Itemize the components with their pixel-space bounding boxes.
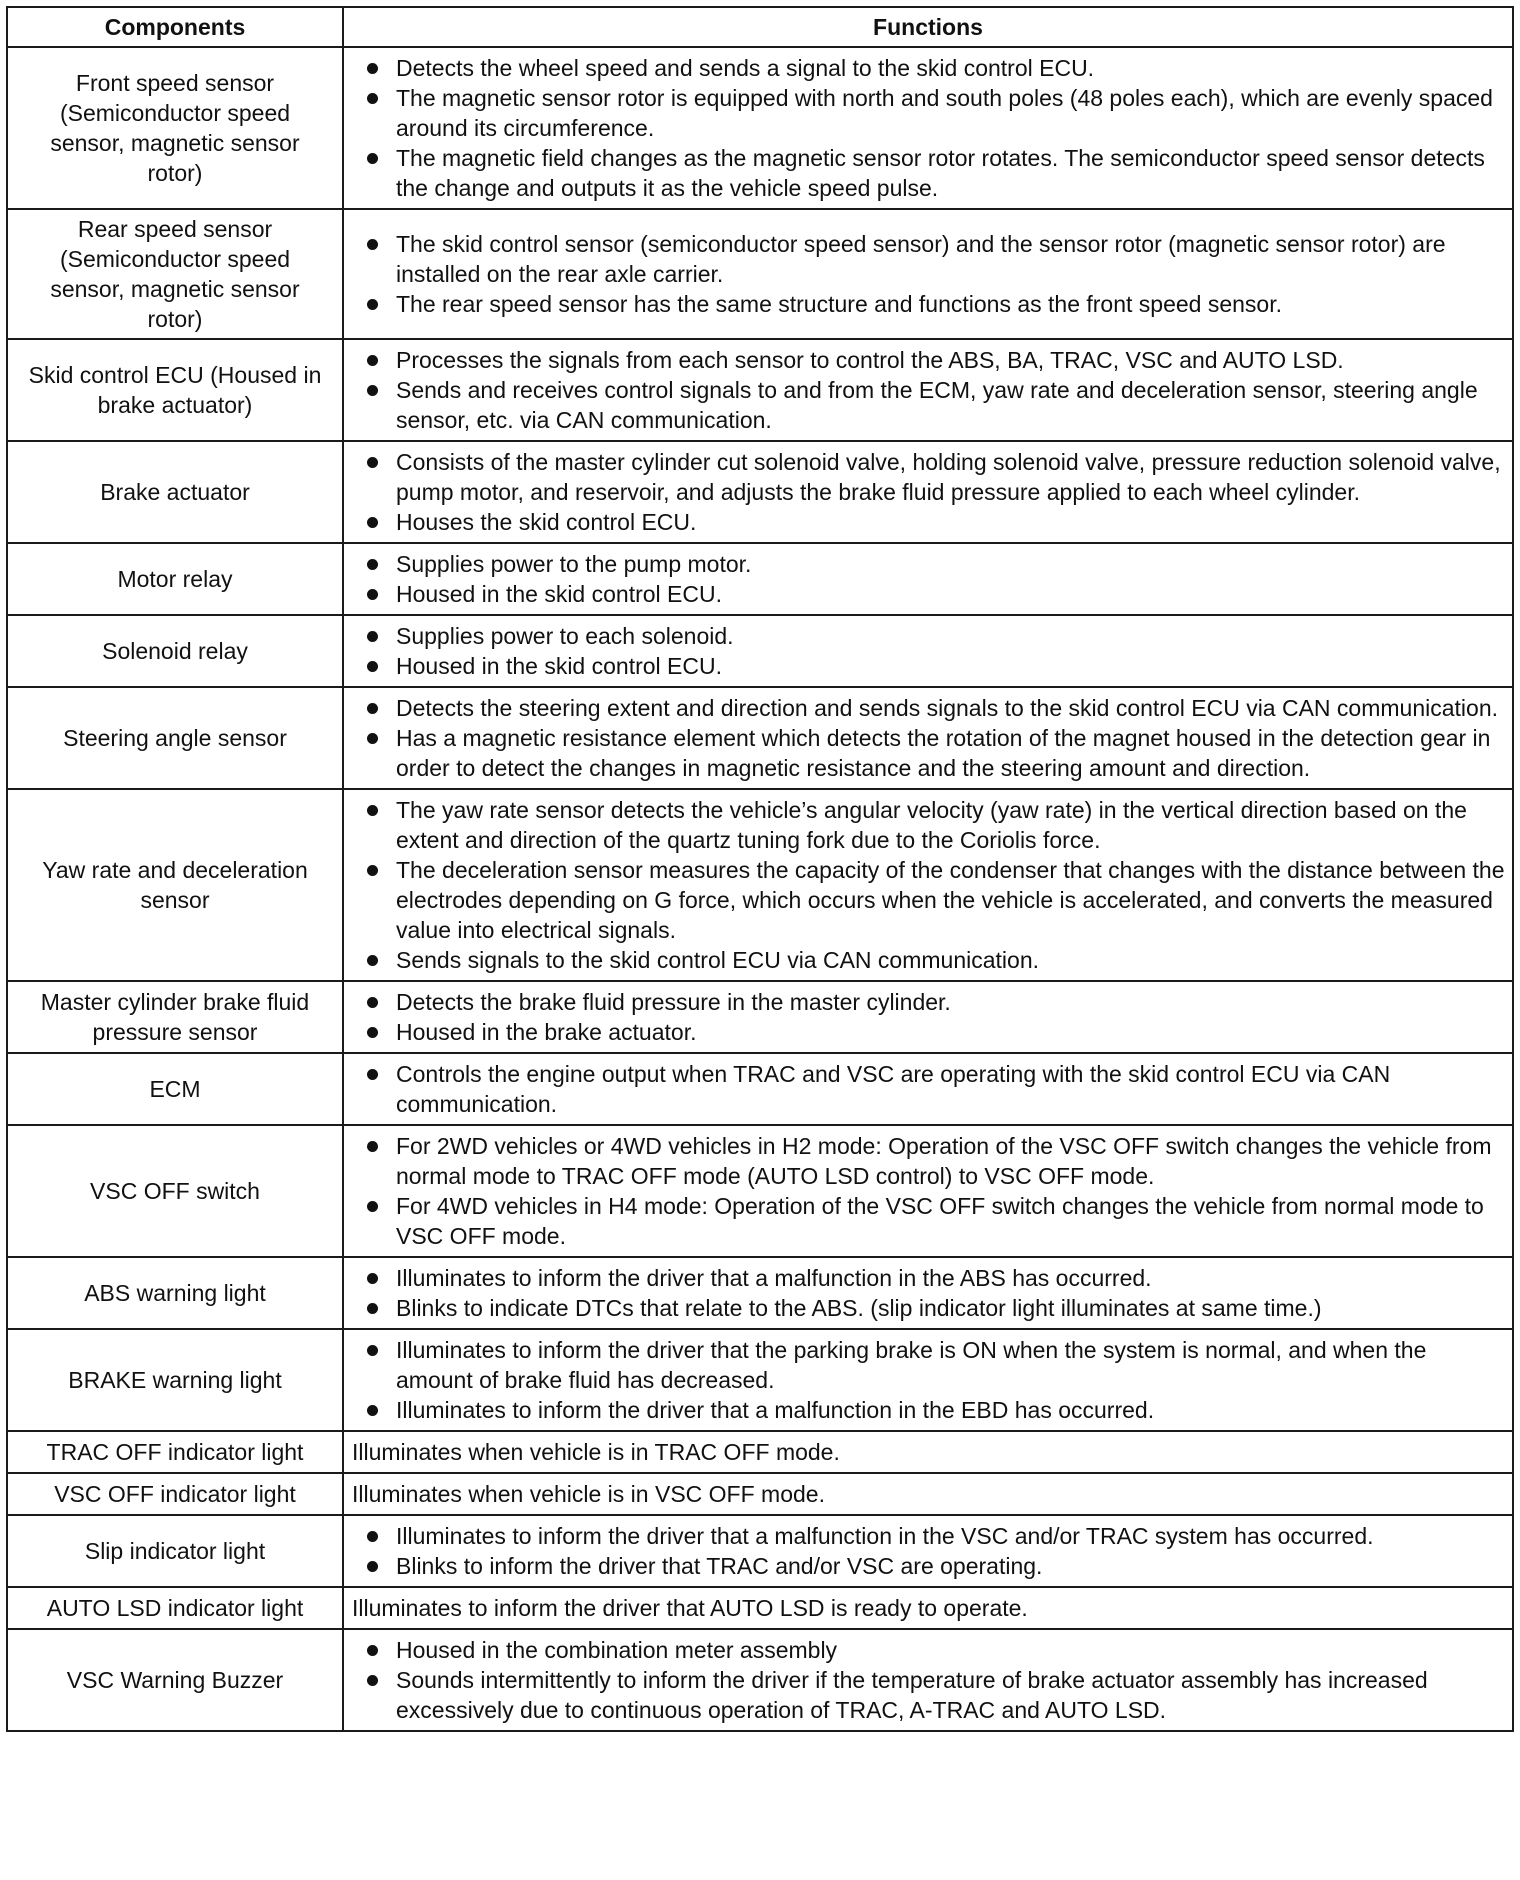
- component-name: BRAKE warning light: [7, 1329, 343, 1431]
- function-bullet-item: Housed in the combination meter assembly: [352, 1635, 1506, 1665]
- component-name: Yaw rate and deceleration sensor: [7, 789, 343, 981]
- function-bullet-list: [352, 1263, 1506, 1323]
- function-description: [343, 789, 1513, 981]
- table-row: [7, 687, 1513, 789]
- function-bullet-item: For 2WD vehicles or 4WD vehicles in H2 mode: Operation of the VSC OFF switch changes the vehicle from normal mode to TRAC OFF mode (AUTO LSD control) to VSC OFF mode.: [352, 1131, 1506, 1191]
- function-bullet-item: Consists of the master cylinder cut solenoid valve, holding solenoid valve, pressure reduction solenoid valve, pump motor, and reservoir, and adjusts the brake fluid pressure applied to each wheel cylinder.: [352, 447, 1506, 507]
- function-bullet-item: Controls the engine output when TRAC and VSC are operating with the skid control ECU via CAN communication.: [352, 1059, 1506, 1119]
- component-name: Steering angle sensor: [7, 687, 343, 789]
- table-row: [7, 47, 1513, 209]
- function-bullet-item: Supplies power to the pump motor.: [352, 549, 1506, 579]
- table-row: [7, 1587, 1513, 1629]
- function-description: [343, 1053, 1513, 1125]
- function-bullet-list: [352, 795, 1506, 975]
- function-description: [343, 543, 1513, 615]
- function-bullet-list: [352, 621, 1506, 681]
- component-name: Slip indicator light: [7, 1515, 343, 1587]
- function-description: [343, 981, 1513, 1053]
- function-bullet-list: [352, 1131, 1506, 1251]
- function-description: [343, 615, 1513, 687]
- table-header-row: [7, 7, 1513, 47]
- function-text: Illuminates when vehicle is in VSC OFF mode.: [352, 1481, 825, 1507]
- function-bullet-item: Housed in the brake actuator.: [352, 1017, 1506, 1047]
- function-description: [343, 209, 1513, 339]
- table-row: [7, 209, 1513, 339]
- component-name: Skid control ECU (Housed in brake actuator): [7, 339, 343, 441]
- function-bullet-item: For 4WD vehicles in H4 mode: Operation of the VSC OFF switch changes the vehicle from normal mode to VSC OFF mode.: [352, 1191, 1506, 1251]
- table-row: [7, 1125, 1513, 1257]
- component-name: AUTO LSD indicator light: [7, 1587, 343, 1629]
- component-name: VSC OFF switch: [7, 1125, 343, 1257]
- table-row: [7, 441, 1513, 543]
- table-row: [7, 1473, 1513, 1515]
- function-bullet-list: [352, 345, 1506, 435]
- function-bullet-item: Illuminates to inform the driver that a malfunction in the ABS has occurred.: [352, 1263, 1506, 1293]
- table-row: [7, 789, 1513, 981]
- functions-column-header: Functions: [343, 7, 1513, 47]
- function-description: [343, 1629, 1513, 1731]
- function-bullet-list: [352, 987, 1506, 1047]
- function-bullet-item: Processes the signals from each sensor to control the ABS, BA, TRAC, VSC and AUTO LSD.: [352, 345, 1506, 375]
- function-bullet-item: Supplies power to each solenoid.: [352, 621, 1506, 651]
- function-bullet-item: Detects the wheel speed and sends a signal to the skid control ECU.: [352, 53, 1506, 83]
- function-bullet-item: The skid control sensor (semiconductor speed sensor) and the sensor rotor (magnetic sensor rotor) are installed on the rear axle carrier.: [352, 229, 1506, 289]
- function-bullet-item: The rear speed sensor has the same structure and functions as the front speed sensor.: [352, 289, 1506, 319]
- table-row: [7, 1629, 1513, 1731]
- components-functions-table: [6, 6, 1514, 1732]
- table-body: [7, 47, 1513, 1731]
- component-name: ABS warning light: [7, 1257, 343, 1329]
- table-row: [7, 543, 1513, 615]
- function-bullet-list: [352, 447, 1506, 537]
- component-name: Front speed sensor (Semiconductor speed sensor, magnetic sensor rotor): [7, 47, 343, 209]
- function-bullet-list: [352, 1635, 1506, 1725]
- function-description: [343, 441, 1513, 543]
- component-name: Rear speed sensor (Semiconductor speed sensor, magnetic sensor rotor): [7, 209, 343, 339]
- component-name: TRAC OFF indicator light: [7, 1431, 343, 1473]
- function-bullet-list: [352, 229, 1506, 319]
- function-bullet-item: Illuminates to inform the driver that a malfunction in the EBD has occurred.: [352, 1395, 1506, 1425]
- function-bullet-item: Houses the skid control ECU.: [352, 507, 1506, 537]
- table-row: [7, 1329, 1513, 1431]
- function-bullet-item: Sends and receives control signals to and from the ECM, yaw rate and deceleration sensor, steering angle sensor, etc. via CAN communication.: [352, 375, 1506, 435]
- function-bullet-list: [352, 549, 1506, 609]
- function-bullet-item: Detects the brake fluid pressure in the master cylinder.: [352, 987, 1506, 1017]
- components-functions-document: [6, 6, 1514, 1732]
- component-name: VSC Warning Buzzer: [7, 1629, 343, 1731]
- function-bullet-item: The magnetic field changes as the magnetic sensor rotor rotates. The semiconductor speed sensor detects the change and outputs it as the vehicle speed pulse.: [352, 143, 1506, 203]
- function-bullet-item: Sends signals to the skid control ECU via CAN communication.: [352, 945, 1506, 975]
- table-row: [7, 1257, 1513, 1329]
- component-name: Master cylinder brake fluid pressure sensor: [7, 981, 343, 1053]
- function-text: Illuminates when vehicle is in TRAC OFF mode.: [352, 1439, 840, 1465]
- table-row: [7, 981, 1513, 1053]
- function-bullet-item: Blinks to inform the driver that TRAC and/or VSC are operating.: [352, 1551, 1506, 1581]
- component-name: Brake actuator: [7, 441, 343, 543]
- function-text: Illuminates to inform the driver that AUTO LSD is ready to operate.: [352, 1595, 1028, 1621]
- function-description: [343, 1257, 1513, 1329]
- table-row: [7, 339, 1513, 441]
- table-row: [7, 1515, 1513, 1587]
- function-description: [343, 1431, 1513, 1473]
- function-bullet-item: Detects the steering extent and direction and sends signals to the skid control ECU via CAN communication.: [352, 693, 1506, 723]
- component-name: ECM: [7, 1053, 343, 1125]
- function-bullet-list: [352, 693, 1506, 783]
- function-description: [343, 687, 1513, 789]
- table-row: [7, 1053, 1513, 1125]
- function-bullet-item: Has a magnetic resistance element which detects the rotation of the magnet housed in the detection gear in order to detect the changes in magnetic resistance and the steering amount and direction.: [352, 723, 1506, 783]
- function-bullet-item: Housed in the skid control ECU.: [352, 579, 1506, 609]
- function-bullet-item: Blinks to indicate DTCs that relate to the ABS. (slip indicator light illuminates at same time.): [352, 1293, 1506, 1323]
- function-bullet-item: Housed in the skid control ECU.: [352, 651, 1506, 681]
- function-description: [343, 1329, 1513, 1431]
- table-row: [7, 1431, 1513, 1473]
- function-bullet-item: Sounds intermittently to inform the driver if the temperature of brake actuator assembly has increased excessively due to continuous operation of TRAC, A-TRAC and AUTO LSD.: [352, 1665, 1506, 1725]
- function-description: [343, 1473, 1513, 1515]
- components-column-header: Components: [7, 7, 343, 47]
- function-bullet-list: [352, 1059, 1506, 1119]
- component-name: VSC OFF indicator light: [7, 1473, 343, 1515]
- function-bullet-item: The deceleration sensor measures the capacity of the condenser that changes with the distance between the electrodes depending on G force, which occurs when the vehicle is accelerated, and converts the measured value into electrical signals.: [352, 855, 1506, 945]
- function-bullet-list: [352, 1335, 1506, 1425]
- component-name: Solenoid relay: [7, 615, 343, 687]
- component-name: Motor relay: [7, 543, 343, 615]
- function-bullet-item: Illuminates to inform the driver that a malfunction in the VSC and/or TRAC system has occurred.: [352, 1521, 1506, 1551]
- function-description: [343, 339, 1513, 441]
- function-bullet-list: [352, 53, 1506, 203]
- table-row: [7, 615, 1513, 687]
- function-description: [343, 47, 1513, 209]
- function-bullet-item: The yaw rate sensor detects the vehicle’s angular velocity (yaw rate) in the vertical direction based on the extent and direction of the quartz tuning fork due to the Coriolis force.: [352, 795, 1506, 855]
- function-description: [343, 1125, 1513, 1257]
- function-description: [343, 1587, 1513, 1629]
- function-bullet-list: [352, 1521, 1506, 1581]
- function-description: [343, 1515, 1513, 1587]
- function-bullet-item: Illuminates to inform the driver that the parking brake is ON when the system is normal, and when the amount of brake fluid has decreased.: [352, 1335, 1506, 1395]
- function-bullet-item: The magnetic sensor rotor is equipped with north and south poles (48 poles each), which are evenly spaced around its circumference.: [352, 83, 1506, 143]
